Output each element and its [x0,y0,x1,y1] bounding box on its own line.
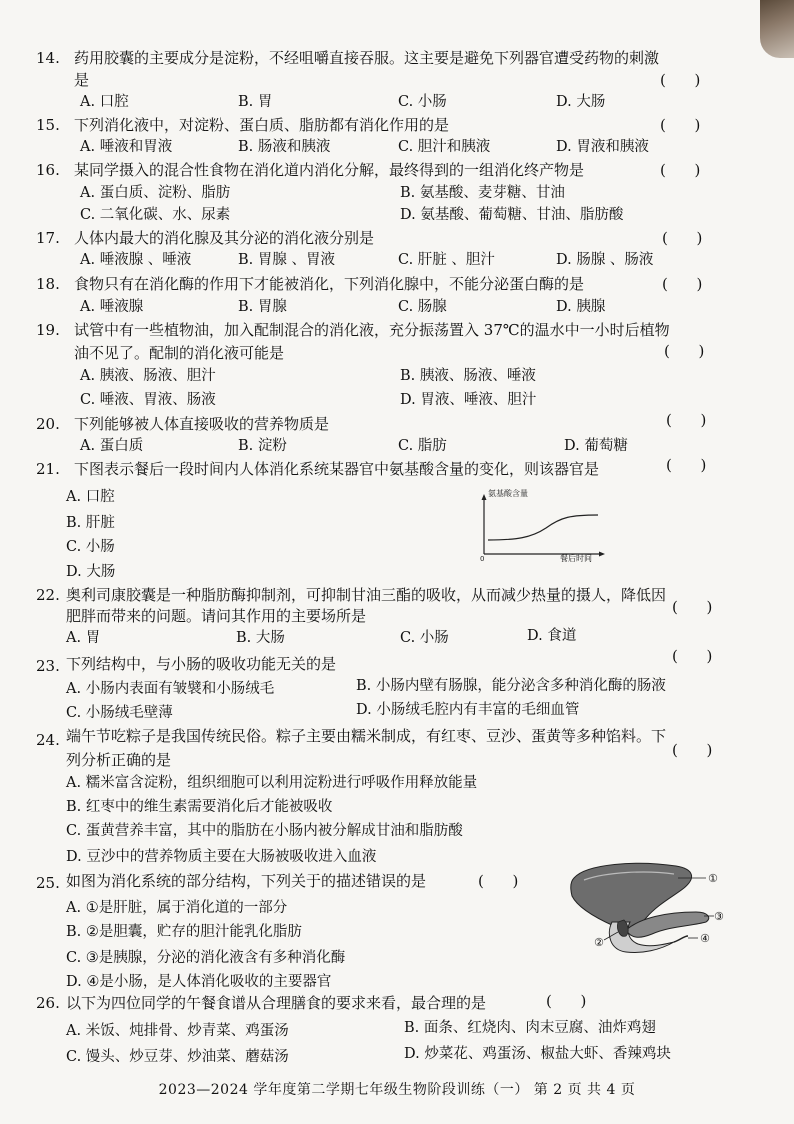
question-stem-cont: 肥胖而带来的问题。请问其作用的主要场所是 [66,607,367,625]
option-d[interactable]: D. 葡萄糖 [564,438,628,454]
option-b[interactable]: B. 肝脏 [66,515,115,531]
question-stem: 以下为四位同学的午餐食谱从合理膳食的要求来看，最合理的是 [66,994,487,1012]
answer-parentheses[interactable]: ( ) [660,161,701,179]
intestine-tube [674,936,688,942]
question-number: 25. [36,874,60,892]
option-a[interactable]: A. 蛋白质、淀粉、脂肪 [80,185,231,201]
question-stem: 下列结构中，与小肠的吸收功能无关的是 [66,655,337,673]
answer-parentheses[interactable]: ( ) [478,872,519,890]
page-footer: 2023—2024 学年度第二学期七年级生物阶段训练（一） 第 2 页 共 4 页 [158,1082,636,1098]
question-number: 14. [36,49,60,67]
option-b[interactable]: B. 胃腺 、胃液 [238,252,335,268]
figure-y-label: 氨基酸含量 [488,489,528,498]
option-c[interactable]: C. ③是胰腺，分泌的消化液含有多种消化酶 [66,950,346,966]
question-stem: 如图为消化系统的部分结构，下列关于的描述错误的是 [66,872,427,890]
option-a[interactable]: A. 糯米富含淀粉，组织细胞可以利用淀粉进行呼吸作用释放能量 [66,775,478,791]
question-stem: 人体内最大的消化腺及其分泌的消化液分别是 [74,229,375,247]
option-c[interactable]: C. 蛋黄营养丰富，其中的脂肪在小肠内被分解成甘油和脂肪酸 [66,823,463,839]
option-a[interactable]: A. 唾液腺 [80,299,144,315]
answer-parentheses[interactable]: ( ) [672,741,713,759]
answer-parentheses[interactable]: ( ) [546,992,587,1010]
question-stem-cont: 是 [74,71,90,89]
option-a[interactable]: A. 胃 [66,630,101,646]
answer-parentheses[interactable]: ( ) [660,71,701,89]
question-stem-cont: 油不见了。配制的消化液可能是 [74,344,285,362]
option-d[interactable]: D. 胃液、唾液、胆汁 [400,392,537,408]
x-axis-arrow [599,552,605,557]
option-a[interactable]: A. 口腔 [66,489,115,505]
option-d[interactable]: D. 大肠 [66,564,116,580]
question-stem: 试管中有一些植物油，加入配制混合的消化液，充分振荡置入 37℃的温水中一小时后植物 [74,321,670,339]
question-stem: 某同学摄入的混合性食物在消化道内消化分解，最终得到的一组消化终产物是 [74,161,585,179]
option-d[interactable]: D. 胰腺 [556,299,606,315]
question-stem: 下列能够被人体直接吸收的营养物质是 [74,415,330,433]
option-b[interactable]: B. 大肠 [236,630,285,646]
option-c[interactable]: C. 胆汁和胰液 [398,139,491,155]
option-c[interactable]: C. 小肠绒毛壁薄 [66,705,173,721]
option-c[interactable]: C. 小肠 [398,94,447,110]
option-d[interactable]: D. 大肠 [556,94,606,110]
question-stem: 下图表示餐后一段时间内人体消化系统某器官中氨基酸含量的变化，则该器官是 [74,460,600,478]
question-stem-cont: 列分析正确的是 [66,751,172,769]
figure-origin: 0 [480,555,485,562]
option-c[interactable]: C. 唾液、胃液、肠液 [80,392,216,408]
option-b[interactable]: B. 胃 [238,94,273,110]
option-b[interactable]: B. 红枣中的维生素需要消化后才能被吸收 [66,799,333,815]
option-a[interactable]: A. ①是肝脏，属于消化道的一部分 [66,900,288,916]
option-b[interactable]: B. 氨基酸、麦芽糖、甘油 [400,185,565,201]
question-number: 15. [36,116,60,134]
answer-parentheses[interactable]: ( ) [662,229,703,247]
question-number: 26. [36,994,60,1012]
question-number: 23. [36,657,60,675]
option-b[interactable]: B. 小肠内壁有肠腺，能分泌含多种消化酶的肠液 [356,678,666,694]
option-d[interactable]: D. 氨基酸、葡萄糖、甘油、脂肪酸 [400,207,624,223]
answer-parentheses[interactable]: ( ) [662,275,703,293]
option-b[interactable]: B. ②是胆囊，贮存的胆汁能乳化脂肪 [66,924,302,940]
option-b[interactable]: B. 面条、红烧肉、肉末豆腐、油炸鸡翅 [404,1020,656,1036]
question-number: 18. [36,275,60,293]
option-d[interactable]: D. 小肠绒毛腔内有丰富的毛细血管 [356,702,580,718]
answer-parentheses[interactable]: ( ) [660,116,701,134]
option-a[interactable]: A. 唾液腺 、唾液 [80,252,192,268]
option-a[interactable]: A. 米饭、炖排骨、炒青菜、鸡蛋汤 [66,1023,289,1039]
figure-label-3: ③ [714,910,724,923]
option-a[interactable]: A. 唾液和胃液 [80,139,173,155]
answer-parentheses[interactable]: ( ) [666,411,707,429]
answer-parentheses[interactable]: ( ) [672,598,713,616]
option-c[interactable]: C. 馒头、炒豆芽、炒油菜、蘑菇汤 [66,1049,289,1065]
amino-acid-curve [488,515,598,540]
figure-label-2: ② [594,936,604,949]
figure-label-4: ④ [700,932,710,945]
question-number: 19. [36,321,60,339]
option-a[interactable]: A. 胰液、肠液、胆汁 [80,368,216,384]
question-stem: 食物只有在消化酶的作用下才能被消化，下列消化腺中，不能分泌蛋白酶的是 [74,275,585,293]
amino-acid-curve-figure [476,488,616,562]
figure-label-1: ① [708,872,718,885]
question-number: 16. [36,161,60,179]
option-d[interactable]: D. 豆沙中的营养物质主要在大肠被吸收进入血液 [66,849,377,865]
option-b[interactable]: B. 肠液和胰液 [238,139,331,155]
answer-parentheses[interactable]: ( ) [666,456,707,474]
question-stem: 奥利司康胶囊是一种脂肪酶抑制剂，可抑制甘油三酯的吸收，从而减少热量的摄人，降低因 [66,586,667,604]
question-stem: 药用胶囊的主要成分是淀粉，不经咀嚼直接吞服。这主要是避免下列器官遭受药物的刺激 [74,49,660,67]
answer-parentheses[interactable]: ( ) [672,647,713,665]
option-c[interactable]: C. 二氧化碳、水、尿素 [80,207,231,223]
option-b[interactable]: B. 淀粉 [238,438,287,454]
option-b[interactable]: B. 胃腺 [238,299,287,315]
option-c[interactable]: C. 肠腺 [398,299,447,315]
option-c[interactable]: C. 脂肪 [398,438,447,454]
digestive-system-figure [566,860,726,960]
question-number: 22. [36,586,60,604]
figure-x-label: 餐后时间 [560,554,592,562]
question-number: 21. [36,460,60,478]
option-a[interactable]: A. 口腔 [80,94,129,110]
option-c[interactable]: C. 肝脏 、胆汁 [398,252,495,268]
option-d[interactable]: D. 炒菜花、鸡蛋汤、椒盐大虾、香辣鸡块 [404,1046,671,1062]
option-a[interactable]: A. 小肠内表面有皱襞和小肠绒毛 [66,681,275,697]
question-stem: 下列消化液中，对淀粉、蛋白质、脂肪都有消化作用的是 [74,116,450,134]
option-c[interactable]: C. 小肠 [400,630,449,646]
question-number: 17. [36,229,60,247]
option-d[interactable]: D. 肠腺 、肠液 [556,252,654,268]
question-number: 24. [36,731,60,749]
answer-parentheses[interactable]: ( ) [664,342,705,360]
option-d[interactable]: D. ④是小肠，是人体消化吸收的主要器官 [66,974,332,990]
option-b[interactable]: B. 胰液、肠液、唾液 [400,368,536,384]
option-d[interactable]: D. 胃液和胰液 [556,139,649,155]
question-stem: 端午节吃粽子是我国传统民俗。粽子主要由糯米制成，有红枣、豆沙、蛋黄等多种馅料。下 [66,727,667,745]
option-d[interactable]: D. 食道 [527,628,577,644]
option-a[interactable]: A. 蛋白质 [80,438,144,454]
option-c[interactable]: C. 小肠 [66,539,115,555]
page-corner-shadow [760,0,794,58]
question-number: 20. [36,415,60,433]
y-axis-arrow [482,494,487,500]
